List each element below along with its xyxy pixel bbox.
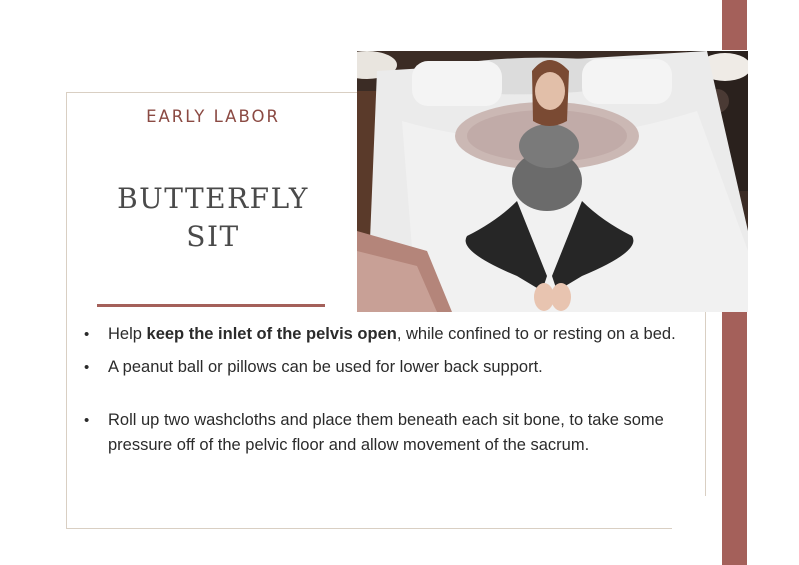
frame-border-top bbox=[66, 92, 358, 93]
tips-list bbox=[84, 322, 684, 458]
title-line-1: BUTTERFLY bbox=[117, 182, 309, 215]
bullet-glyph: • bbox=[84, 412, 90, 429]
bullet-1-prefix: Help bbox=[108, 325, 147, 343]
title-line-2: SIT bbox=[186, 220, 240, 253]
butterfly-sit-photo bbox=[357, 51, 748, 312]
list-item bbox=[84, 322, 684, 347]
list-item bbox=[84, 355, 684, 380]
title-divider bbox=[97, 304, 325, 307]
bullet-2-text: A peanut ball or pillows can be used for lower back support. bbox=[108, 358, 543, 376]
bullet-glyph: • bbox=[84, 359, 90, 376]
frame-border-right bbox=[705, 312, 706, 496]
bullet-3-text: Roll up two washcloths and place them beneath each sit bone, to take some pressure off of the pelvic floor and allow movement of the sacrum. bbox=[108, 411, 664, 454]
bullet-glyph: • bbox=[84, 326, 90, 343]
page-title bbox=[80, 180, 346, 256]
frame-border-bottom bbox=[66, 528, 672, 529]
frame-border-left bbox=[66, 92, 67, 529]
bullet-1-suffix: , while confined to or resting on a bed. bbox=[396, 325, 676, 343]
list-item bbox=[84, 408, 684, 458]
section-kicker: EARLY LABOR bbox=[146, 107, 280, 126]
bullet-1-emphasis: keep the inlet of the pelvis open bbox=[146, 325, 397, 343]
